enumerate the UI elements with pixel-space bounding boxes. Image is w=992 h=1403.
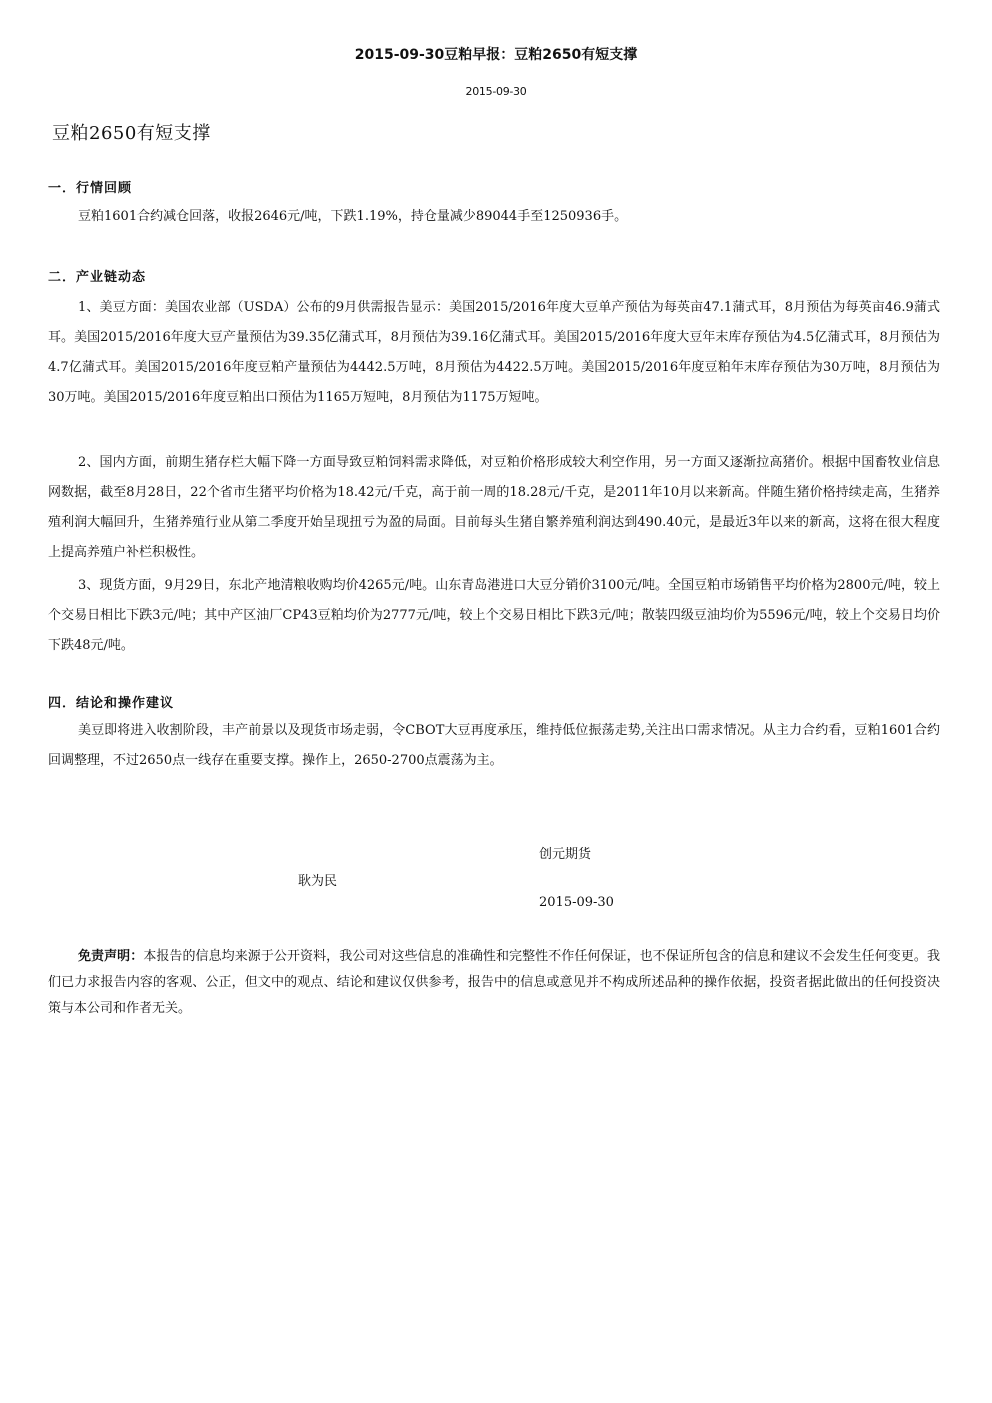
signature-author: 耿为民 [298,874,338,889]
signature-date: 2015-09-30 [539,895,614,910]
section-heading-industry-chain: 二．产业链动态 [48,270,147,285]
disclaimer-text: 本报告的信息均来源于公开资料，我公司对这些信息的准确性和完整性不作任何保证，也不保证所包含的信息和建议不会发生任何变更。我们已力求报告内容的客观、公正，但文中的观点、结论和建议仅供参考，报告中的信息或意见并不构成所述品种的操作依据，投资者据此做出的任何投资决策与本公司和作者无关。 [48,949,940,1016]
conclusion-paragraph: 美豆即将进入收割阶段，丰产前景以及现货市场走弱，令CBOT大豆再度承压，维持低位振荡走势,关注出口需求情况。从主力合约看，豆粕1601合约回调整理，不过2650点一线存在重要支撑。操作上，2650-2700点震荡为主。 [48,723,940,768]
section-heading-market-review: 一．行情回顾 [48,181,133,196]
industry-domestic-paragraph: 2、国内方面，前期生猪存栏大幅下降一方面导致豆粕饲料需求降低，对豆粕价格形成较大利空作用，另一方面又逐渐拉高猪价。根据中国畜牧业信息网数据，截至8月28日，22个省市生猪平均价格为18.42元/千克，高于前一周的18.28元/千克，是2011年10月以来新高。伴随生猪价格持续走高，生猪养殖利润大幅回升，生猪养殖行业从第二季度开始呈现扭亏为盈的局面。目前每头生猪自繁养殖利润达到490.40元，是最近3年以来的新高，这将在很大程度上提高养殖户补栏积极性。 [48,455,940,560]
disclaimer-label: 免责声明： [78,949,144,964]
article-heading: 豆粕2650有短支撑 [52,123,211,144]
document-date: 2015-09-30 [465,85,527,98]
document-title: 2015-09-30豆粕早报：豆粕2650有短支撑 [354,47,638,63]
disclaimer [48,944,940,1022]
signature-company: 创元期货 [539,847,592,862]
industry-us-soy-paragraph: 1、美豆方面：美国农业部（USDA）公布的9月供需报告显示：美国2015/2016年度大豆单产预估为每英亩47.1蒲式耳，8月预估为每英亩46.9蒲式耳。美国2015/2016年度大豆产量预估为39.35亿蒲式耳，8月预估为39.16亿蒲式耳。美国2015/2016年度大豆年末库存预估为4.5亿蒲式耳，8月预估为4.7亿蒲式耳。美国2015/2016年度豆粕产量预估为4442.5万吨，8月预估为4422.5万吨。美国2015/2016年度豆粕年末库存预估为30万吨，8月预估为30万吨。美国2015/2016年度豆粕出口预估为1165万短吨，8月预估为1175万短吨。 [48,300,940,405]
market-review-paragraph: 豆粕1601合约减仓回落，收报2646元/吨，下跌1.19%，持仓量减少89044手至1250936手。 [78,209,628,224]
industry-spot-paragraph: 3、现货方面，9月29日，东北产地清粮收购均价4265元/吨。山东青岛港进口大豆分销价3100元/吨。全国豆粕市场销售平均价格为2800元/吨，较上个交易日相比下跌3元/吨；其中产区油厂CP43豆粕均价为2777元/吨，较上个交易日相比下跌3元/吨；散装四级豆油均价为5596元/吨，较上个交易日均价下跌48元/吨。 [48,578,940,653]
section-heading-conclusion: 四．结论和操作建议 [48,696,175,711]
